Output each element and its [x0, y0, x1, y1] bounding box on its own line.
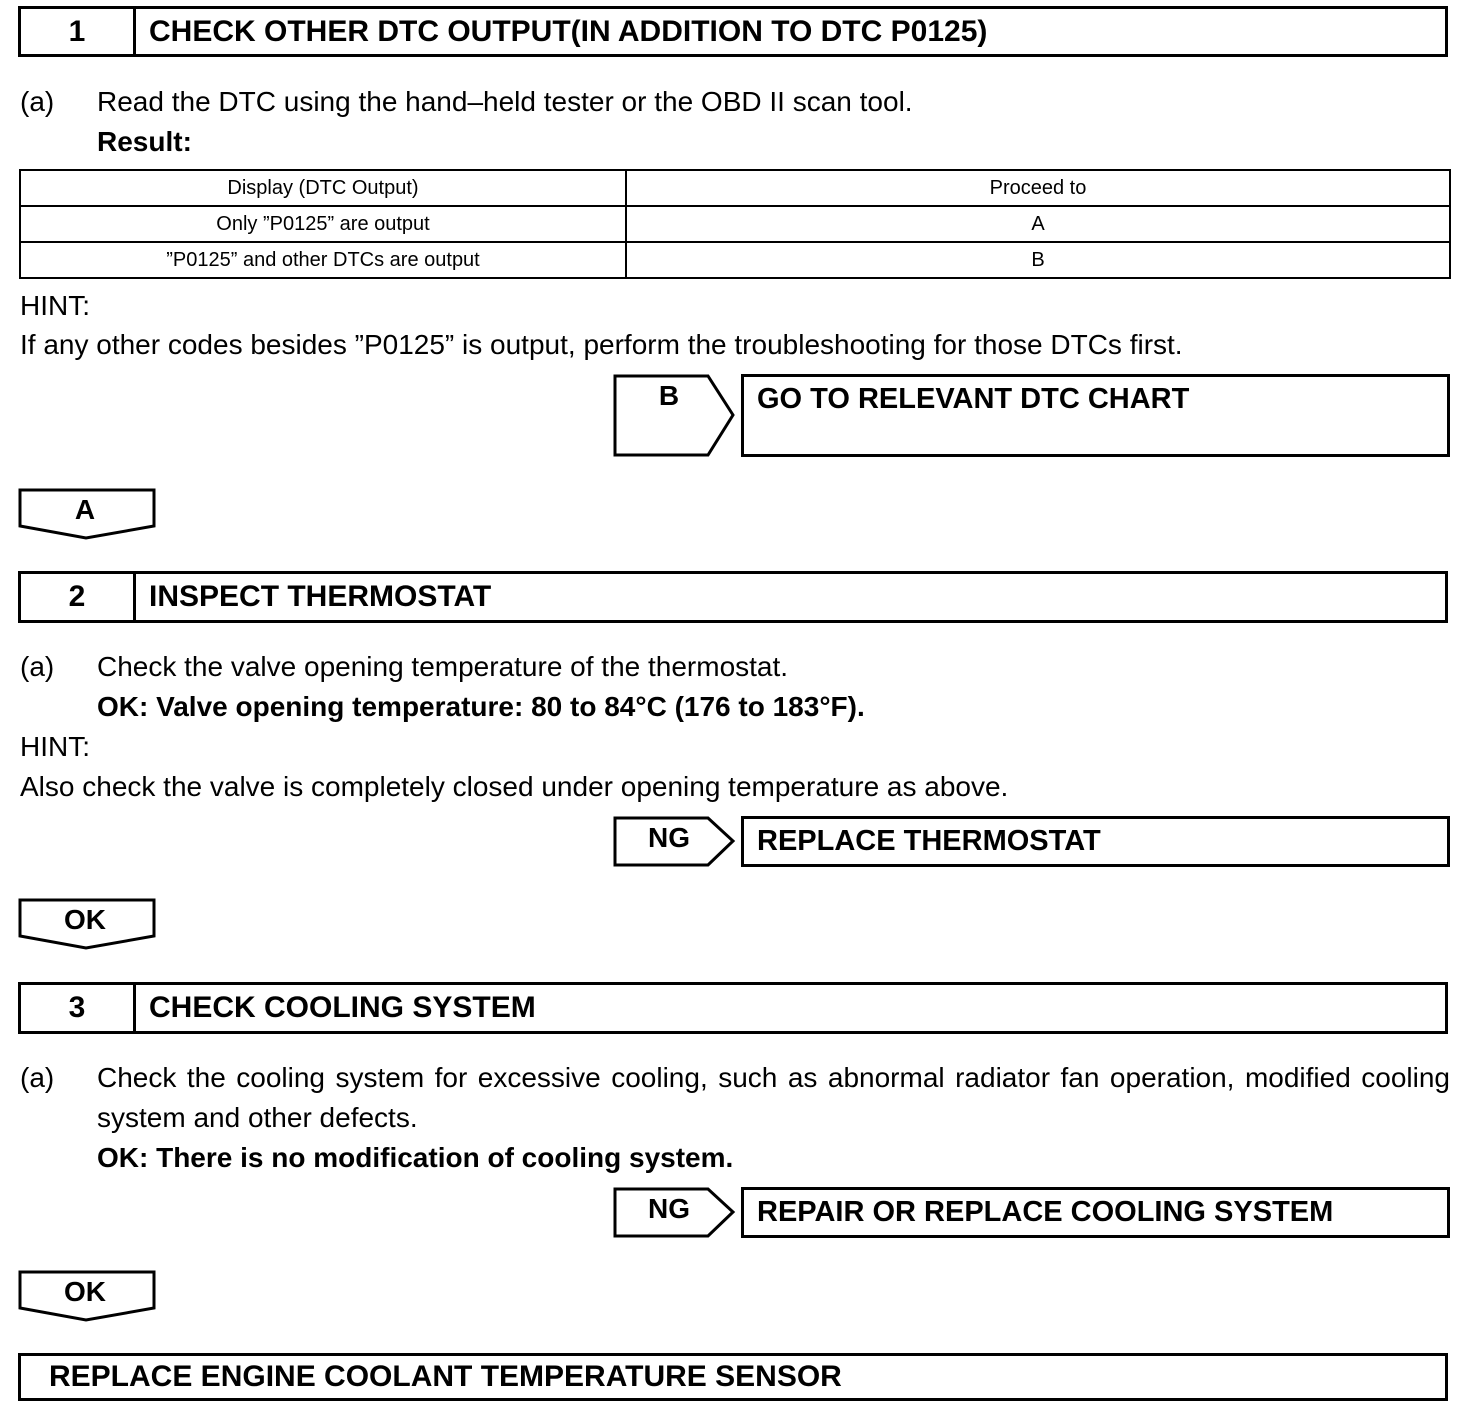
branch-label: NG [648, 1193, 690, 1224]
step-2-header [18, 571, 1448, 623]
table-row [20, 206, 1450, 242]
result-label: Result: [97, 126, 192, 157]
hint-text: If any other codes besides ”P0125” is output, perform the troubleshooting for those DTCs first. [20, 329, 1183, 360]
hint-label: HINT: [20, 731, 90, 762]
branch-action-text: REPAIR OR REPLACE COOLING SYSTEM [757, 1196, 1334, 1228]
branch-action-text: REPLACE THERMOSTAT [757, 825, 1101, 857]
table-cell: B [626, 242, 1450, 278]
branch-label: B [658, 380, 680, 411]
table-cell: ”P0125” and other DTCs are output [20, 242, 626, 278]
table-cell: A [626, 206, 1450, 242]
branch-arrow-badge [613, 1187, 737, 1238]
item-text: Read the DTC using the hand–held tester or the OBD II scan tool. [97, 86, 913, 117]
hint-text: Also check the valve is completely closed under opening temperature as above. [20, 771, 1009, 802]
ok-criteria: OK: Valve opening temperature: 80 to 84°C (176 to 183°F). [97, 691, 865, 722]
step-number: 2 [21, 574, 136, 620]
table-header-row [20, 170, 1450, 206]
step-title: CHECK OTHER DTC OUTPUT(IN ADDITION TO DTC P0125) [149, 14, 988, 48]
next-label: OK [64, 904, 106, 935]
step-number: 1 [21, 9, 136, 54]
branch-label: NG [648, 822, 690, 853]
next-badge [18, 488, 156, 540]
item-marker: (a) [20, 86, 55, 117]
branch-action-box [741, 1187, 1450, 1238]
next-label: A [74, 494, 96, 525]
table-row [20, 242, 1450, 278]
result-table [19, 169, 1451, 279]
branch-action-text: GO TO RELEVANT DTC CHART [757, 383, 1190, 415]
next-badge [18, 898, 156, 950]
step-title: INSPECT THERMOSTAT [149, 580, 492, 613]
final-action-text: REPLACE ENGINE COOLANT TEMPERATURE SENSOR [49, 1360, 842, 1393]
table-header-cell: Proceed to [626, 170, 1450, 206]
item-text: Check the cooling system for excessive cooling, such as abnormal radiator fan operation, modified cooling system and other defects. [97, 1062, 1450, 1133]
item-text: Check the valve opening temperature of the thermostat. [97, 651, 789, 682]
branch-arrow-badge [613, 816, 737, 867]
step-1-header [18, 6, 1448, 57]
branch-action-box [741, 374, 1450, 457]
final-action-box [18, 1353, 1448, 1401]
branch-arrow-badge [613, 374, 737, 457]
item-marker: (a) [20, 1062, 55, 1093]
next-label: OK [64, 1276, 106, 1307]
ok-criteria: OK: There is no modification of cooling system. [97, 1142, 734, 1173]
hint-label: HINT: [20, 290, 90, 321]
table-cell: Only ”P0125” are output [20, 206, 626, 242]
step-3-header [18, 982, 1448, 1034]
item-marker: (a) [20, 651, 55, 682]
next-badge [18, 1270, 156, 1322]
branch-action-box [741, 816, 1450, 867]
table-header-cell: Display (DTC Output) [20, 170, 626, 206]
step-title: CHECK COOLING SYSTEM [149, 991, 536, 1024]
step-number: 3 [21, 985, 136, 1031]
